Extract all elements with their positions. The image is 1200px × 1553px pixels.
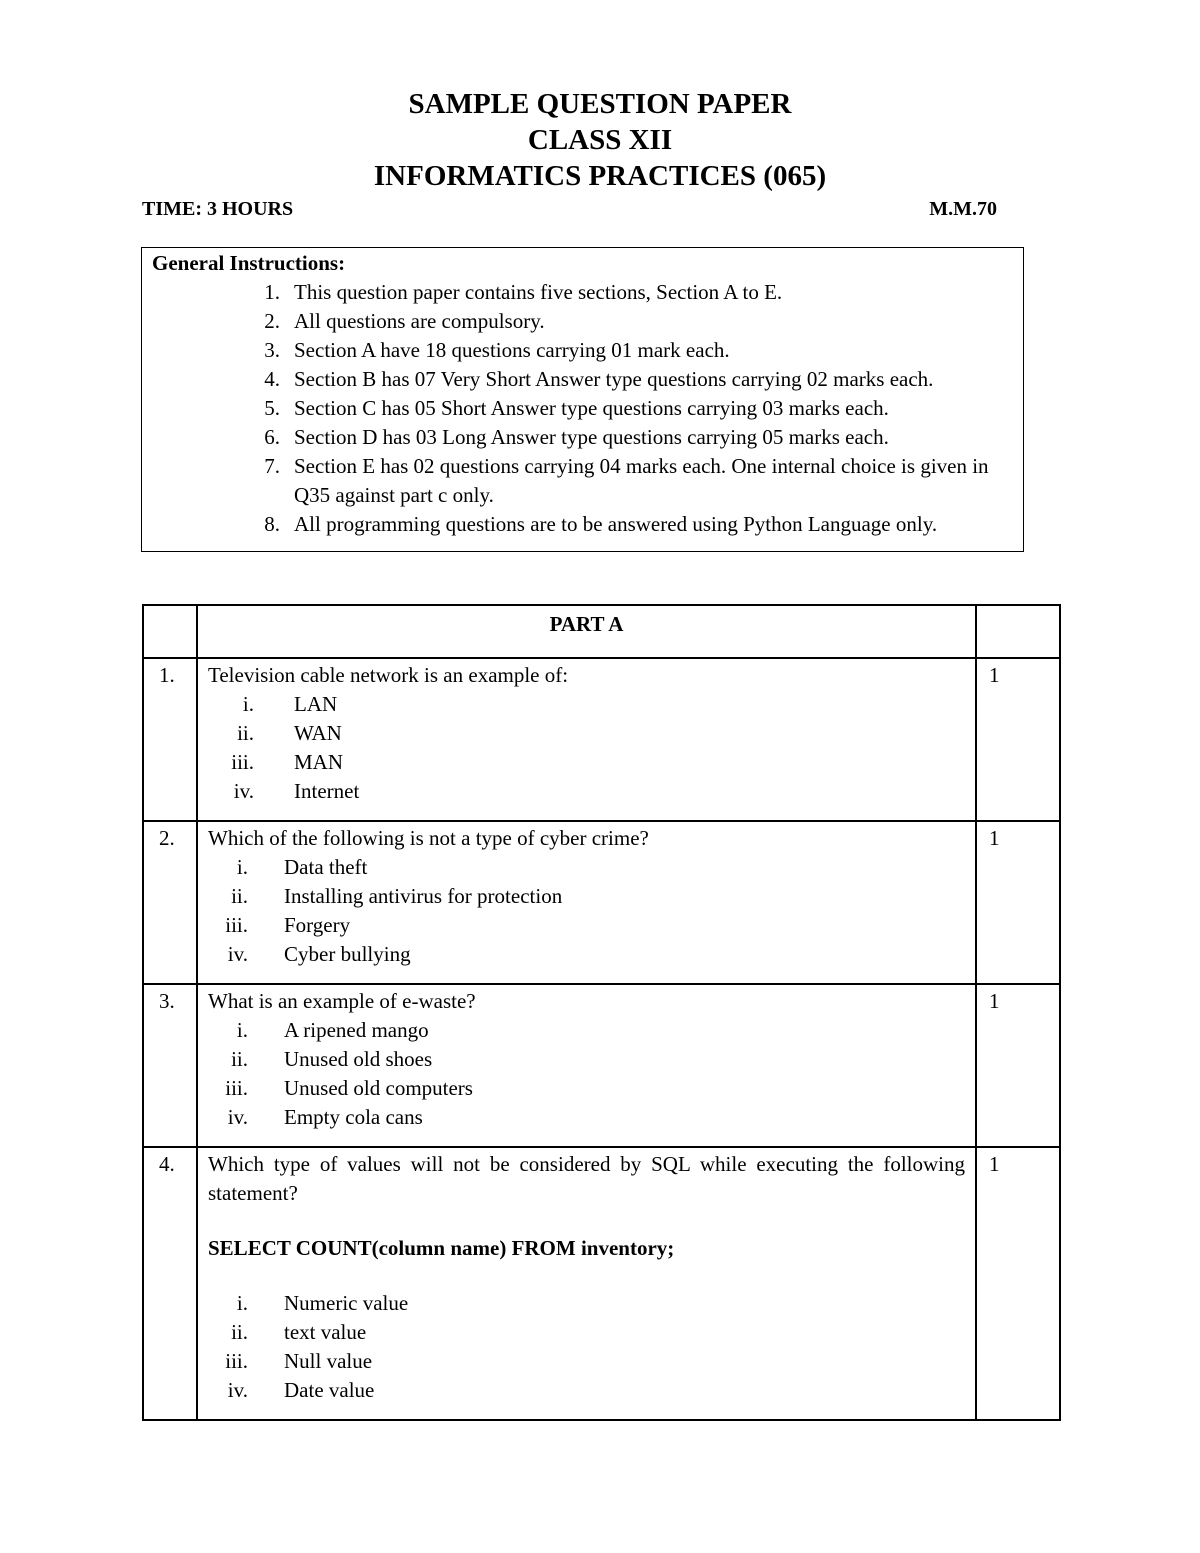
option-item bbox=[208, 940, 965, 969]
option-label: iii. bbox=[225, 913, 248, 937]
option-label: iii. bbox=[225, 1076, 248, 1100]
option-label: iv. bbox=[227, 1378, 248, 1402]
option-item bbox=[208, 1074, 965, 1103]
instruction-text: All programming questions are to be answered using Python Language only. bbox=[294, 512, 938, 536]
question-number: 3. bbox=[143, 984, 197, 1147]
question-row bbox=[143, 1147, 1060, 1420]
option-item bbox=[208, 719, 965, 748]
question-row bbox=[143, 821, 1060, 984]
option-text: WAN bbox=[294, 721, 342, 745]
instruction-item bbox=[252, 365, 1012, 394]
instruction-text: Section C has 05 Short Answer type questions carrying 03 marks each. bbox=[294, 396, 889, 420]
instruction-text: Section B has 07 Very Short Answer type questions carrying 02 marks each. bbox=[294, 367, 934, 391]
option-text: text value bbox=[284, 1320, 367, 1344]
question-number: 1. bbox=[143, 658, 197, 821]
option-item bbox=[208, 1347, 965, 1376]
option-text: Unused old shoes bbox=[284, 1047, 433, 1071]
option-label: i. bbox=[236, 1018, 248, 1042]
instruction-item bbox=[252, 394, 1012, 423]
option-label: iii. bbox=[231, 750, 254, 774]
option-label: ii. bbox=[231, 1320, 248, 1344]
instruction-text: This question paper contains five sections, Section A to E. bbox=[294, 280, 783, 304]
instruction-item bbox=[252, 510, 1012, 539]
option-item bbox=[208, 1376, 965, 1405]
option-item bbox=[208, 882, 965, 911]
question-marks: 1 bbox=[976, 1147, 1060, 1420]
option-text: Null value bbox=[284, 1349, 373, 1373]
option-label: i. bbox=[236, 1291, 248, 1315]
question-row bbox=[143, 658, 1060, 821]
class-title: CLASS XII bbox=[527, 124, 673, 156]
instruction-number: 1. bbox=[264, 280, 280, 304]
instruction-number: 6. bbox=[264, 425, 280, 449]
option-label: iii. bbox=[225, 1349, 248, 1373]
option-label: ii. bbox=[237, 721, 254, 745]
instruction-number: 3. bbox=[264, 338, 280, 362]
time-allowed: TIME: 3 HOURS bbox=[142, 198, 294, 220]
option-text: Data theft bbox=[284, 855, 368, 879]
option-item bbox=[208, 777, 965, 806]
question-text: Television cable network is an example of: bbox=[208, 663, 569, 687]
option-text: Empty cola cans bbox=[284, 1105, 423, 1129]
option-text: Cyber bullying bbox=[284, 942, 411, 966]
instruction-item bbox=[252, 336, 1012, 365]
option-label: iv. bbox=[227, 942, 248, 966]
option-item bbox=[208, 853, 965, 882]
instruction-item bbox=[252, 278, 1012, 307]
paper-title-block bbox=[0, 86, 1200, 194]
question-text: Which of the following is not a type of cyber crime? bbox=[208, 826, 649, 850]
instruction-text: Section D has 03 Long Answer type questions carrying 05 marks each. bbox=[294, 425, 889, 449]
instruction-item bbox=[252, 452, 1012, 510]
option-text: Installing antivirus for protection bbox=[284, 884, 563, 908]
paper-title: SAMPLE QUESTION PAPER bbox=[408, 88, 792, 120]
instruction-number: 7. bbox=[264, 454, 280, 478]
instructions-list bbox=[252, 278, 1012, 539]
table-header-row bbox=[143, 605, 1060, 658]
option-list bbox=[208, 1289, 965, 1405]
option-text: MAN bbox=[294, 750, 344, 774]
option-item bbox=[208, 748, 965, 777]
instruction-text: Section E has 02 questions carrying 04 marks each. One internal choice is given in Q35 against part c only. bbox=[294, 454, 989, 507]
option-text: Unused old computers bbox=[284, 1076, 473, 1100]
option-label: i. bbox=[242, 692, 254, 716]
option-text: A ripened mango bbox=[284, 1018, 429, 1042]
general-instructions-box bbox=[141, 247, 1024, 552]
question-marks: 1 bbox=[976, 984, 1060, 1147]
question-number: 4. bbox=[143, 1147, 197, 1420]
instruction-number: 8. bbox=[264, 512, 280, 536]
question-text: What is an example of e-waste? bbox=[208, 989, 476, 1013]
option-label: ii. bbox=[231, 884, 248, 908]
question-body bbox=[197, 821, 976, 984]
instruction-text: All questions are compulsory. bbox=[294, 309, 545, 333]
question-text: Which type of values will not be considered by SQL while executing the following statement? bbox=[208, 1152, 965, 1205]
option-item bbox=[208, 1318, 965, 1347]
sql-statement: SELECT COUNT(column name) FROM inventory; bbox=[208, 1236, 675, 1260]
subject-title: INFORMATICS PRACTICES (065) bbox=[373, 160, 827, 192]
exam-meta-row bbox=[142, 198, 997, 224]
option-label: i. bbox=[236, 855, 248, 879]
instruction-number: 4. bbox=[264, 367, 280, 391]
option-text: Internet bbox=[294, 779, 360, 803]
question-body bbox=[197, 658, 976, 821]
option-item bbox=[208, 911, 965, 940]
question-number: 2. bbox=[143, 821, 197, 984]
max-marks: M.M.70 bbox=[929, 198, 997, 220]
questions-table bbox=[142, 604, 1061, 1421]
option-item bbox=[208, 1103, 965, 1132]
option-text: Date value bbox=[284, 1378, 375, 1402]
option-text: Numeric value bbox=[284, 1291, 409, 1315]
part-title: PART A bbox=[197, 605, 976, 658]
question-marks: 1 bbox=[976, 821, 1060, 984]
instruction-item bbox=[252, 307, 1012, 336]
option-text: LAN bbox=[294, 692, 338, 716]
option-text: Forgery bbox=[284, 913, 351, 937]
instruction-text: Section A have 18 questions carrying 01 mark each. bbox=[294, 338, 730, 362]
option-list bbox=[208, 690, 965, 806]
option-label: ii. bbox=[231, 1047, 248, 1071]
question-body bbox=[197, 984, 976, 1147]
instruction-number: 2. bbox=[264, 309, 280, 333]
header-marks-cell bbox=[976, 605, 1060, 658]
option-list bbox=[208, 1016, 965, 1132]
option-label: iv. bbox=[233, 779, 254, 803]
instructions-heading: General Instructions: bbox=[152, 251, 346, 275]
option-label: iv. bbox=[227, 1105, 248, 1129]
instruction-item bbox=[252, 423, 1012, 452]
header-number-cell bbox=[143, 605, 197, 658]
question-row bbox=[143, 984, 1060, 1147]
option-item bbox=[208, 1016, 965, 1045]
question-marks: 1 bbox=[976, 658, 1060, 821]
instruction-number: 5. bbox=[264, 396, 280, 420]
option-item bbox=[208, 1289, 965, 1318]
option-item bbox=[208, 1045, 965, 1074]
option-item bbox=[208, 690, 965, 719]
option-list bbox=[208, 853, 965, 969]
question-body bbox=[197, 1147, 976, 1420]
